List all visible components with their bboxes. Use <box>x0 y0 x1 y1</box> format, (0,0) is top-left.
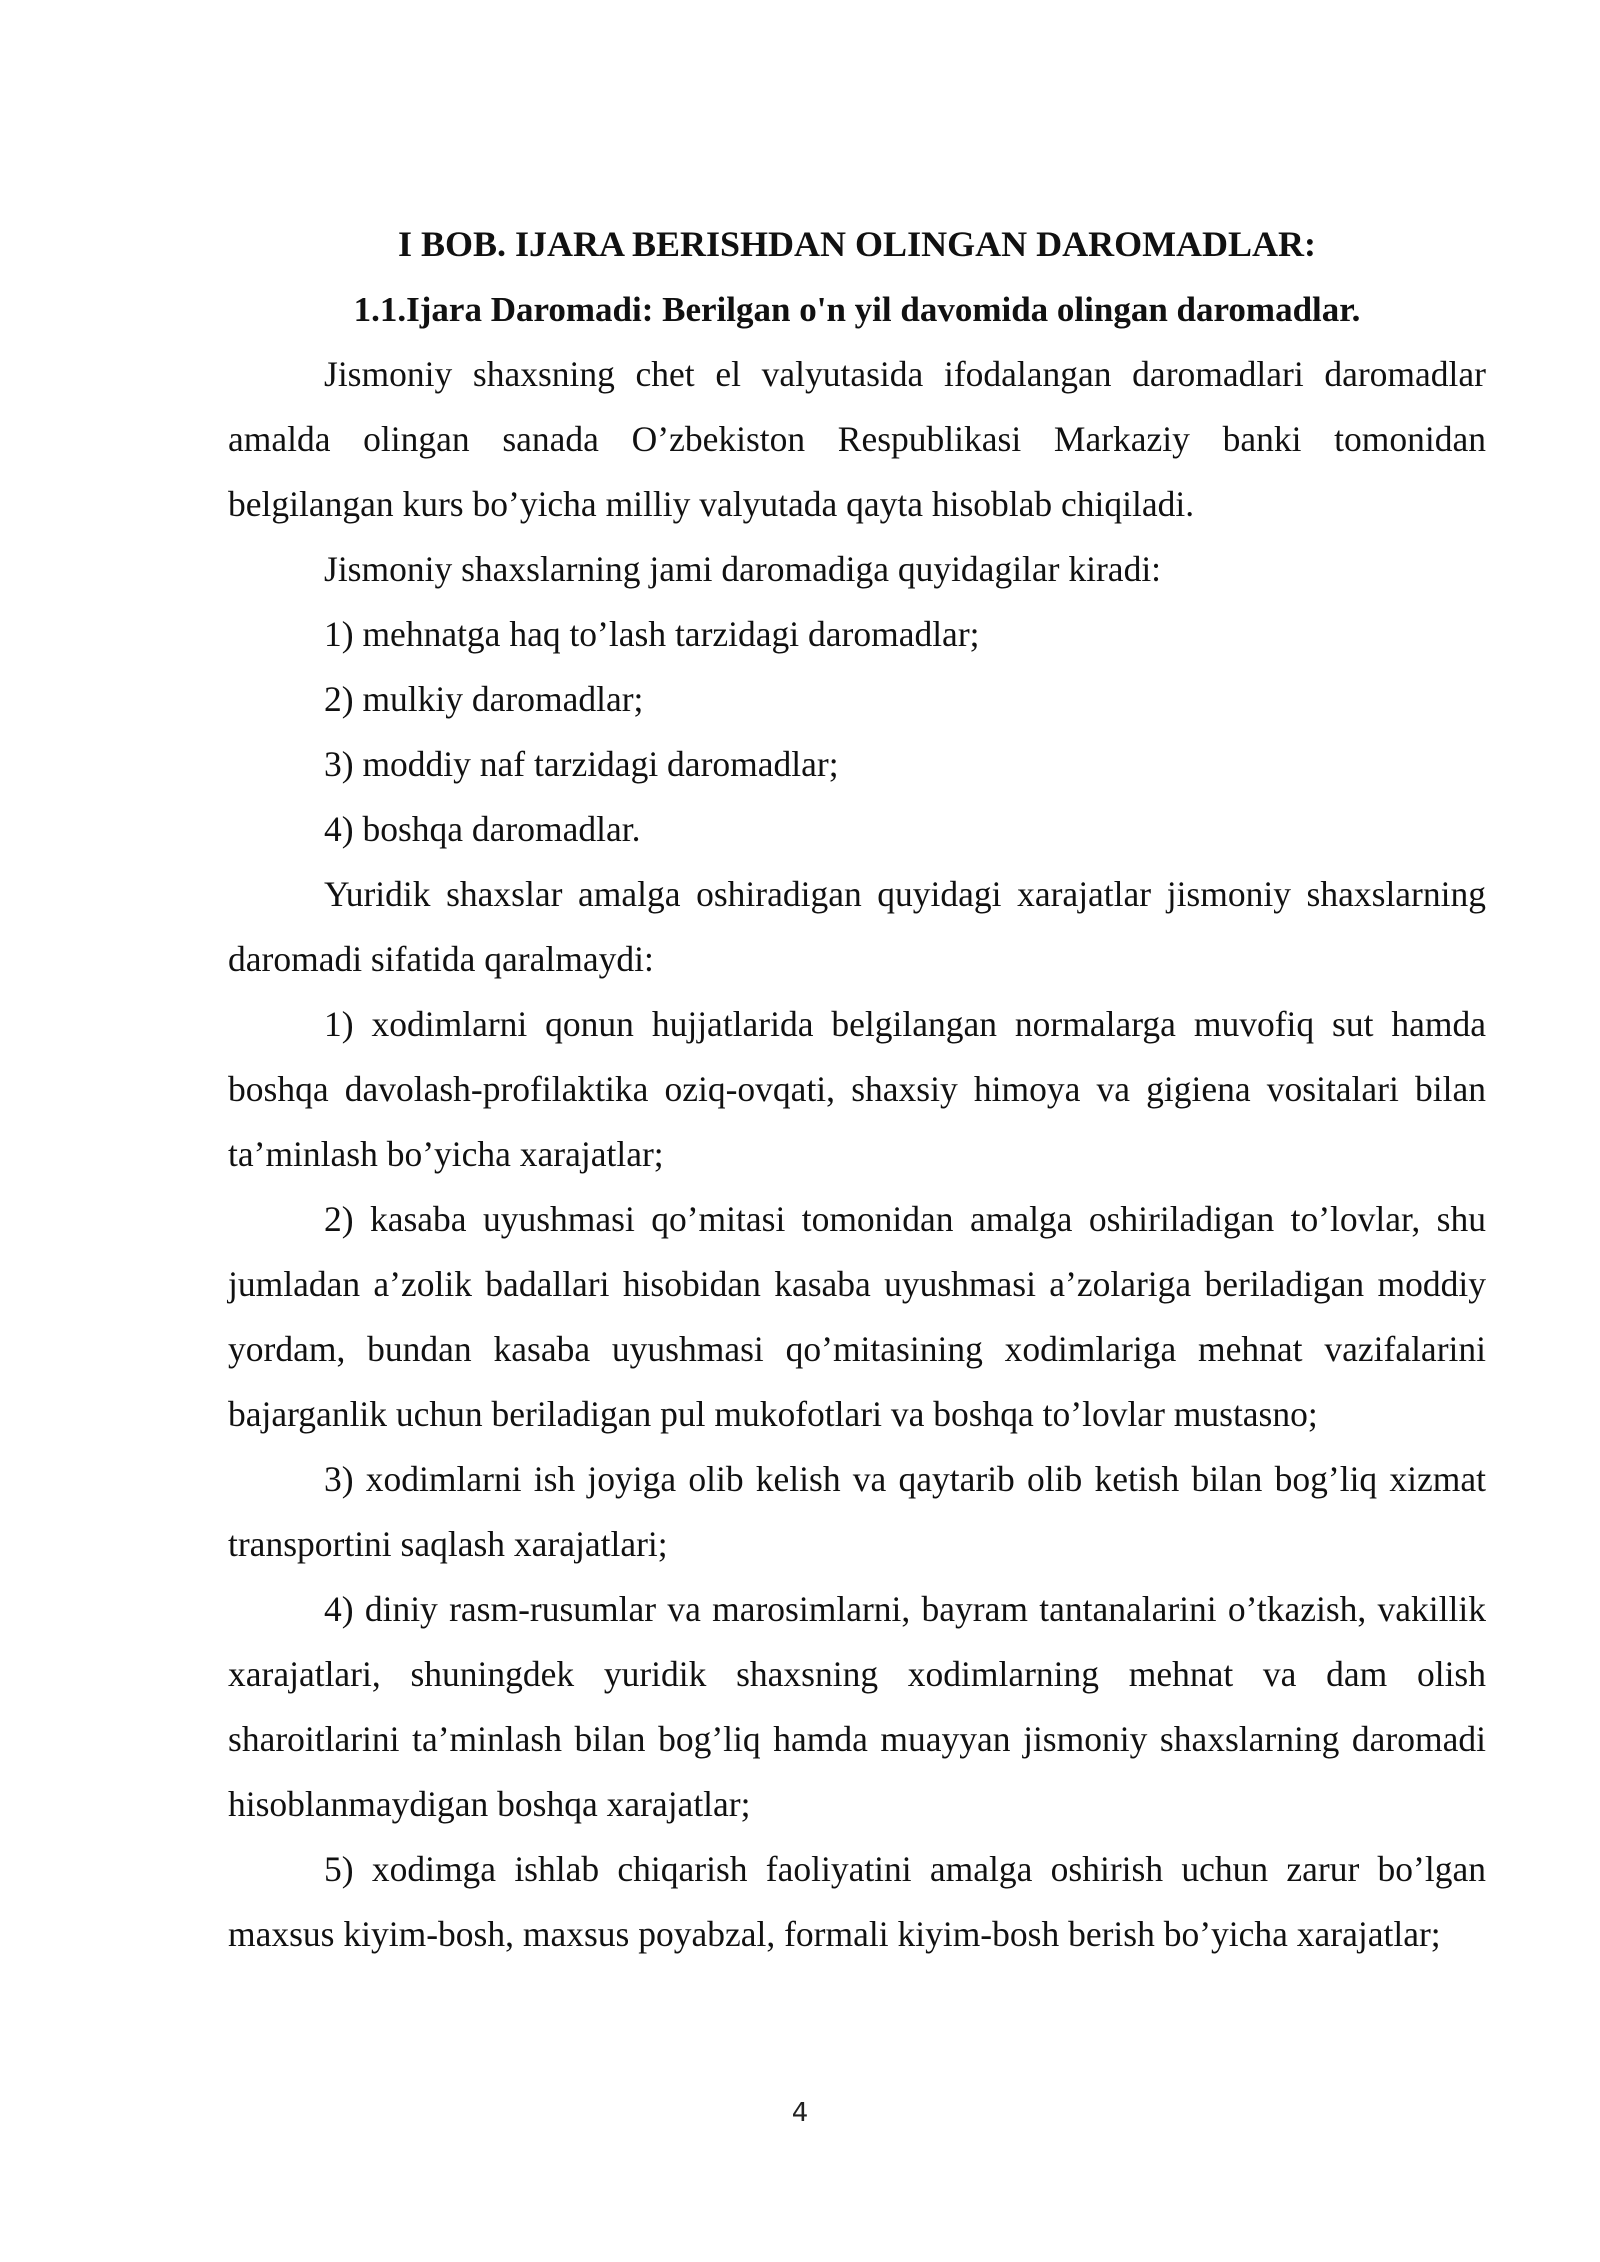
list-item: 1) mehnatga haq to’lash tarzidagi daromadlar; <box>324 614 980 654</box>
list-item: 4) diniy rasm-rusumlar va marosimlarni, bayram tantanalarini o’tkazish, vakillik xarajatlari, shuningdek yuridik shaxsning xodimlarning mehnat va dam olish sharoitlarini ta’minlash bilan bog’liq hamda muayyan jismoniy shaxslarning daromadi hisoblanmaydigan boshqa xarajatlar; <box>228 1589 1486 1824</box>
list-item: 3) moddiy naf tarzidagi daromadlar; <box>324 744 839 784</box>
list-item: 1) xodimlarni qonun hujjatlarida belgilangan normalarga muvofiq sut hamda boshqa davolash-profilaktika oziq-ovqati, shaxsiy himoya va gigiena vositalari bilan ta’minlash bo’yicha xarajatlar; <box>228 1004 1486 1174</box>
list-item: 4) boshqa daromadlar. <box>324 809 641 849</box>
paragraph: Jismoniy shaxslarning jami daromadiga quyidagilar kiradi: <box>324 549 1162 589</box>
list-item: 2) mulkiy daromadlar; <box>324 679 644 719</box>
document-page <box>228 212 1486 1967</box>
section-title: 1.1.Ijara Daromadi: Berilgan o'n yil davomida olingan daromadlar. <box>353 290 1361 329</box>
list-item: 3) xodimlarni ish joyiga olib kelish va qaytarib olib ketish bilan bog’liq xizmat transportini saqlash xarajatlari; <box>228 1459 1486 1564</box>
paragraph: Jismoniy shaxsning chet el valyutasida ifodalangan daromadlari daromadlar amalda olingan sanada O’zbekiston Respublikasi Markaziy banki tomonidan belgilangan kurs bo’yicha milliy valyutada qayta hisoblab chiqiladi. <box>228 354 1486 524</box>
chapter-title: I BOB. IJARA BERISHDAN OLINGAN DAROMADLAR: <box>397 224 1317 264</box>
page-number: 4 <box>791 2098 809 2128</box>
list-item: 5) xodimga ishlab chiqarish faoliyatini amalga oshirish uchun zarur bo’lgan maxsus kiyim-bosh, maxsus poyabzal, formali kiyim-bosh berish bo’yicha xarajatlar; <box>228 1849 1486 1954</box>
paragraph: Yuridik shaxslar amalga oshiradigan quyidagi xarajatlar jismoniy shaxslarning daromadi sifatida qaralmaydi: <box>228 874 1486 979</box>
list-item: 2) kasaba uyushmasi qo’mitasi tomonidan amalga oshiriladigan to’lovlar, shu jumladan a’zolik badallari hisobidan kasaba uyushmasi a’zolariga beriladigan moddiy yordam, bundan kasaba uyushmasi qo’mitasining xodimlariga mehnat vazifalarini bajarganlik uchun beriladigan pul mukofotlari va boshqa to’lovlar mustasno; <box>228 1199 1486 1434</box>
